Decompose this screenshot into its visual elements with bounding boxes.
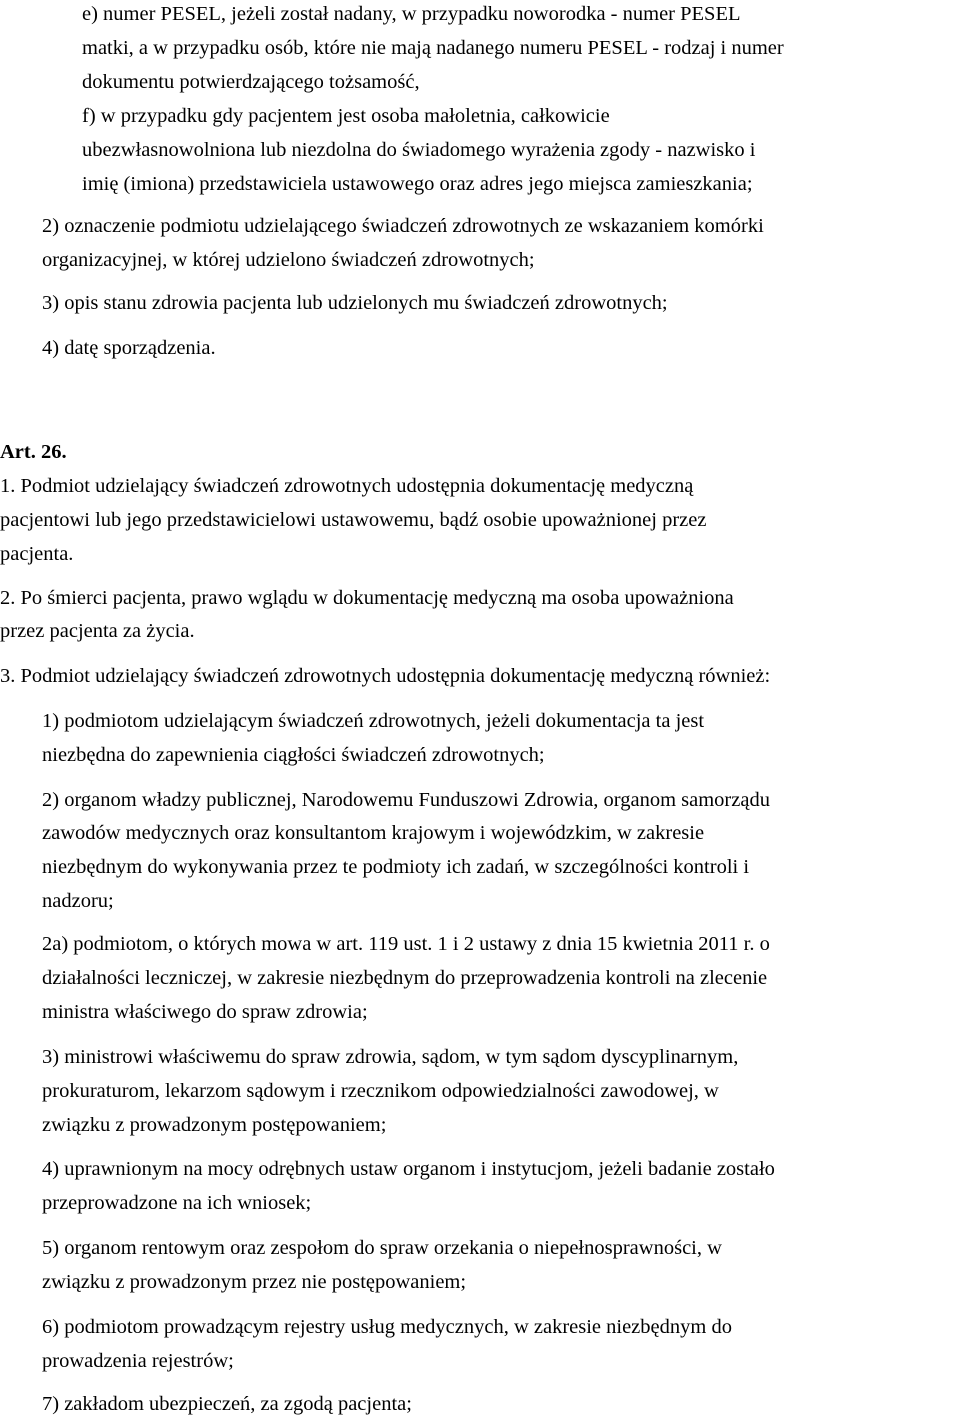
text-line: f) w przypadku gdy pacjentem jest osoba małoletnia, całkowicie bbox=[82, 105, 610, 127]
text-line: przeprowadzone na ich wniosek; bbox=[42, 1192, 312, 1214]
text-line: 2. Po śmierci pacjenta, prawo wglądu w dokumentację medyczną ma osoba upoważniona bbox=[0, 587, 734, 609]
text-line: 2) oznaczenie podmiotu udzielającego świadczeń zdrowotnych ze wskazaniem komórki bbox=[42, 215, 764, 237]
text-line: 3. Podmiot udzielający świadczeń zdrowotnych udostępnia dokumentację medyczną również: bbox=[0, 665, 771, 687]
text-line: działalności leczniczej, w zakresie niezbędnym do przeprowadzenia kontroli na zlecenie bbox=[42, 967, 768, 989]
text-line: organizacyjnej, w której udzielono świadczeń zdrowotnych; bbox=[42, 249, 535, 271]
text-line: 3) opis stanu zdrowia pacjenta lub udzielonych mu świadczeń zdrowotnych; bbox=[42, 292, 668, 314]
text-line: matki, a w przypadku osób, które nie mają nadanego numeru PESEL - rodzaj i numer bbox=[82, 37, 784, 59]
text-line: 4) uprawnionym na mocy odrębnych ustaw organom i instytucjom, jeżeli badanie zostało bbox=[42, 1158, 775, 1180]
text-line: prokuraturom, lekarzom sądowym i rzecznikom odpowiedzialności zawodowej, w bbox=[42, 1080, 719, 1102]
text-line: 7) zakładom ubezpieczeń, za zgodą pacjenta; bbox=[42, 1393, 412, 1415]
article-heading: Art. 26. bbox=[0, 441, 67, 463]
text-line: ubezwłasnowolniona lub niezdolna do świadomego wyrażenia zgody - nazwisko i bbox=[82, 139, 756, 161]
text-line: 4) datę sporządzenia. bbox=[42, 337, 216, 359]
text-line: e) numer PESEL, jeżeli został nadany, w przypadku noworodka - numer PESEL bbox=[82, 3, 741, 25]
text-line: prowadzenia rejestrów; bbox=[42, 1350, 234, 1372]
text-line: 5) organom rentowym oraz zespołom do spraw orzekania o niepełnosprawności, w bbox=[42, 1237, 722, 1259]
text-line: 2a) podmiotom, o których mowa w art. 119 ust. 1 i 2 ustawy z dnia 15 kwietnia 2011 r. o bbox=[42, 933, 770, 955]
text-line: nadzoru; bbox=[42, 890, 114, 912]
text-line: zawodów medycznych oraz konsultantom krajowym i wojewódzkim, w zakresie bbox=[42, 822, 705, 844]
text-line: związku z prowadzonym przez nie postępowaniem; bbox=[42, 1271, 467, 1293]
text-line: imię (imiona) przedstawiciela ustawowego oraz adres jego miejsca zamieszkania; bbox=[82, 173, 753, 195]
text-line: 1. Podmiot udzielający świadczeń zdrowotnych udostępnia dokumentację medyczną bbox=[0, 475, 694, 497]
text-line: pacjentowi lub jego przedstawicielowi ustawowemu, bądź osobie upoważnionej przez bbox=[0, 509, 707, 531]
text-line: dokumentu potwierdzającego tożsamość, bbox=[82, 71, 420, 93]
text-line: 1) podmiotom udzielającym świadczeń zdrowotnych, jeżeli dokumentacja ta jest bbox=[42, 710, 705, 732]
text-line: niezbędna do zapewnienia ciągłości świadczeń zdrowotnych; bbox=[42, 744, 545, 766]
text-line: 6) podmiotom prowadzącym rejestry usług medycznych, w zakresie niezbędnym do bbox=[42, 1316, 732, 1338]
text-line: 3) ministrowi właściwemu do spraw zdrowia, sądom, w tym sądom dyscyplinarnym, bbox=[42, 1046, 739, 1068]
text-line: pacjenta. bbox=[0, 543, 74, 565]
text-line: 2) organom władzy publicznej, Narodowemu Funduszowi Zdrowia, organom samorządu bbox=[42, 789, 770, 811]
text-line: związku z prowadzonym postępowaniem; bbox=[42, 1114, 387, 1136]
text-line: niezbędnym do wykonywania przez te podmioty ich zadań, w szczególności kontroli i bbox=[42, 856, 750, 878]
text-line: ministra właściwego do spraw zdrowia; bbox=[42, 1001, 368, 1023]
text-line: przez pacjenta za życia. bbox=[0, 620, 195, 642]
